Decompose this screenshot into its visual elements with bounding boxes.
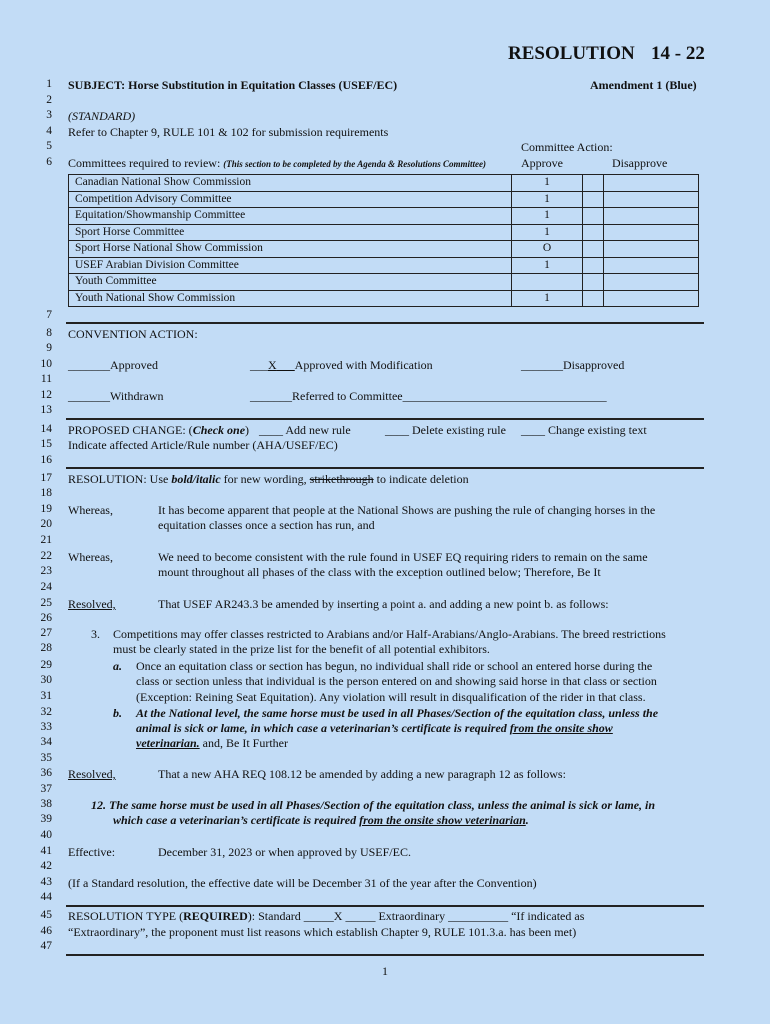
disapproved-option: _______Disapproved bbox=[521, 358, 625, 372]
approved-with-modification-option bbox=[250, 358, 433, 373]
withdrawn-option: _______Withdrawn bbox=[68, 389, 164, 403]
committee-table bbox=[68, 174, 699, 307]
strikethrough-sample: strikethrough bbox=[309, 472, 374, 486]
line-number: 43 bbox=[40, 876, 52, 888]
point-b-line3 bbox=[136, 736, 288, 751]
committee-disapprove-value bbox=[604, 175, 699, 192]
whereas1-line1: It has become apparent that people at the National Shows are pushing the rule of changing horses in the bbox=[158, 503, 656, 517]
line-number: 5 bbox=[46, 140, 52, 152]
proposed-change-label: PROPOSED CHANGE: ( bbox=[68, 423, 193, 437]
committee-blank-cell bbox=[583, 191, 604, 208]
divider bbox=[66, 905, 704, 907]
committee-name: Youth Committee bbox=[69, 274, 512, 291]
resolution-title: RESOLUTION bbox=[508, 43, 635, 64]
line-number: 24 bbox=[40, 581, 52, 593]
subject-line: SUBJECT: Horse Substitution in Equitation Classes (USEF/EC) bbox=[68, 78, 398, 92]
committee-approve-value: 1 bbox=[512, 208, 583, 225]
committee-disapprove-value bbox=[604, 191, 699, 208]
approved-mod-mid: ___ bbox=[276, 358, 295, 372]
committee-disapprove-value bbox=[604, 257, 699, 274]
resolved-label: Resolved, bbox=[68, 767, 116, 781]
committee-name: Youth National Show Commission bbox=[69, 290, 512, 307]
line-number: 12 bbox=[40, 389, 52, 401]
line-number: 14 bbox=[40, 423, 52, 435]
line-number: 46 bbox=[40, 925, 52, 937]
approved-mod-label: Approved with Modification bbox=[294, 358, 433, 372]
line-number: 36 bbox=[40, 767, 52, 779]
whereas1-line2: equitation classes once a section has run, and bbox=[158, 518, 375, 532]
approved-mod-x: X bbox=[268, 358, 277, 372]
point-b-line2-text: animal is sick or lame, in which case a veterinarian’s certificate is required bbox=[136, 721, 510, 735]
committees-required-label: Committees required to review: bbox=[68, 156, 221, 170]
page-number: 1 bbox=[382, 964, 388, 978]
committee-approve-value: 1 bbox=[512, 290, 583, 307]
effective-label: Effective: bbox=[68, 845, 116, 859]
whereas-label: Whereas, bbox=[68, 503, 113, 517]
committee-approve-value: 1 bbox=[512, 257, 583, 274]
divider bbox=[66, 954, 704, 956]
resolution-type-line1 bbox=[68, 909, 584, 924]
whereas2-line1: We need to become consistent with the rule found in USEF EQ requiring riders to remain on the same bbox=[158, 550, 648, 564]
line-number: 44 bbox=[40, 891, 52, 903]
line-number: 16 bbox=[40, 454, 52, 466]
whereas-label: Whereas, bbox=[68, 550, 113, 564]
point-a-line3: (Exception: Reining Seat Equitation). Any violation will result in disqualification of the rider in that class. bbox=[136, 690, 646, 704]
committee-row bbox=[69, 241, 699, 258]
line-number: 1 bbox=[46, 78, 52, 90]
referred-option: _______Referred to Committee__________________________________ bbox=[250, 389, 607, 403]
line-number: 20 bbox=[40, 518, 52, 530]
point-b-line3-text: and, Be It Further bbox=[199, 736, 288, 750]
resolution-instructions bbox=[68, 472, 469, 487]
committee-row bbox=[69, 208, 699, 225]
line-number: 34 bbox=[40, 736, 52, 748]
line-number: 25 bbox=[40, 597, 52, 609]
line-number: 33 bbox=[40, 721, 52, 733]
change-existing-text: ____ Change existing text bbox=[521, 423, 647, 437]
line-number: 6 bbox=[46, 156, 52, 168]
point-3-line2: must be clearly stated in the prize list for the benefit of all potential exhibitors. bbox=[113, 642, 490, 656]
divider bbox=[66, 418, 704, 420]
line-number: 40 bbox=[40, 829, 52, 841]
point-12-line1: 12. The same horse must be used in all Phases/Section of the equitation class, unless the animal is sick or lame, in bbox=[91, 798, 656, 812]
committee-name: Sport Horse National Show Commission bbox=[69, 241, 512, 258]
committee-blank-cell bbox=[583, 290, 604, 307]
line-number: 17 bbox=[40, 472, 52, 484]
resolution-prefix: RESOLUTION: Use bbox=[68, 472, 172, 486]
proposed-close: ) bbox=[245, 423, 250, 437]
point-a-line2: class or section unless that individual is the person entered on and showing said horse in that class or section bbox=[136, 674, 657, 688]
committee-disapprove-value bbox=[604, 208, 699, 225]
divider bbox=[66, 322, 704, 324]
approve-header: Approve bbox=[521, 156, 563, 170]
standard-note: (If a Standard resolution, the effective date will be December 31 of the year after the Convention) bbox=[68, 876, 537, 890]
line-number: 22 bbox=[40, 550, 52, 562]
line-number: 38 bbox=[40, 798, 52, 810]
resolved1-text: That USEF AR243.3 be amended by inserting a point a. and adding a new point b. as follows: bbox=[158, 597, 609, 611]
line-number: 32 bbox=[40, 706, 52, 718]
convention-label: CONVENTION ACTION: bbox=[68, 327, 198, 341]
bolditalic-sample: bold/italic bbox=[171, 472, 221, 486]
line-number: 21 bbox=[40, 534, 52, 546]
line-number: 13 bbox=[40, 404, 52, 416]
line-number: 23 bbox=[40, 565, 52, 577]
point-3-line1: Competitions may offer classes restricted to Arabians and/or Half-Arabians/Anglo-Arabians. The breed restrictions bbox=[113, 627, 666, 641]
committee-row bbox=[69, 274, 699, 291]
effective-date: December 31, 2023 or when approved by USEF/EC. bbox=[158, 845, 411, 859]
committee-disapprove-value bbox=[604, 274, 699, 291]
committee-disapprove-value bbox=[604, 290, 699, 307]
committee-disapprove-value bbox=[604, 241, 699, 258]
committee-action-label: Committee Action: bbox=[521, 140, 613, 154]
resolution-type-line2: “Extraordinary”, the proponent must list reasons which establish Chapter 9, RULE 101.3.a. has been met) bbox=[68, 925, 577, 939]
line-number: 9 bbox=[46, 342, 52, 354]
point-12-line2 bbox=[113, 813, 529, 828]
resolved2-text: That a new AHA REQ 108.12 be amended by adding a new paragraph 12 as follows: bbox=[158, 767, 566, 781]
line-number: 19 bbox=[40, 503, 52, 515]
line-number: 29 bbox=[40, 659, 52, 671]
standard-label: (STANDARD) bbox=[68, 109, 136, 123]
point-b-line3-underlined: veterinarian. bbox=[136, 736, 200, 750]
resolution-type-required: REQUIRED bbox=[183, 909, 248, 923]
point-b-label: b. bbox=[113, 706, 122, 720]
line-number: 39 bbox=[40, 813, 52, 825]
line-number: 10 bbox=[40, 358, 52, 370]
line-number: 2 bbox=[46, 94, 52, 106]
committees-label bbox=[68, 156, 486, 171]
line-number: 3 bbox=[46, 109, 52, 121]
committee-row bbox=[69, 290, 699, 307]
committee-row bbox=[69, 191, 699, 208]
add-new-rule: ____ Add new rule bbox=[259, 423, 351, 437]
line-number: 37 bbox=[40, 783, 52, 795]
line-number: 47 bbox=[40, 940, 52, 952]
resolution-number: 14 - 22 bbox=[651, 43, 705, 64]
point-b-line2-underlined: from the onsite show bbox=[509, 721, 613, 735]
check-one: Check one bbox=[192, 423, 246, 437]
indicate-rule: Indicate affected Article/Rule number (AHA/USEF/EC) bbox=[68, 438, 338, 452]
committee-blank-cell bbox=[583, 274, 604, 291]
line-number: 11 bbox=[40, 373, 52, 385]
committee-blank-cell bbox=[583, 208, 604, 225]
committee-approve-value bbox=[512, 274, 583, 291]
line-number: 15 bbox=[40, 438, 52, 450]
delete-existing-rule: ____ Delete existing rule bbox=[385, 423, 506, 437]
line-number: 30 bbox=[40, 674, 52, 686]
committee-blank-cell bbox=[583, 224, 604, 241]
line-number: 8 bbox=[46, 327, 52, 339]
line-number: 27 bbox=[40, 627, 52, 639]
proposed-change-line bbox=[68, 423, 249, 438]
approved-option: _______Approved bbox=[68, 358, 158, 372]
point-b-line1: At the National level, the same horse must be used in all Phases/Section of the equitation class, unless the bbox=[136, 706, 659, 720]
point-12-line2-end: . bbox=[525, 813, 529, 827]
committee-approve-value: 1 bbox=[512, 191, 583, 208]
line-number: 7 bbox=[46, 309, 52, 321]
committee-row bbox=[69, 175, 699, 192]
committee-blank-cell bbox=[583, 257, 604, 274]
resolution-type-after: ): Standard _____X _____ Extraordinary __________ “If indicated as bbox=[247, 909, 585, 923]
point-12-line2-underlined: from the onsite show veterinarian bbox=[359, 813, 526, 827]
line-number: 4 bbox=[46, 125, 52, 137]
point-b-line2 bbox=[136, 721, 613, 736]
amendment-label: Amendment 1 (Blue) bbox=[590, 78, 697, 92]
point-a-line1: Once an equitation class or section has begun, no individual shall ride or school an entered horse during the bbox=[136, 659, 653, 673]
committees-note: (This section to be completed by the Agenda & Resolutions Committee) bbox=[223, 159, 486, 169]
point-3-number: 3. bbox=[91, 627, 100, 641]
committee-blank-cell bbox=[583, 241, 604, 258]
committee-disapprove-value bbox=[604, 224, 699, 241]
divider bbox=[66, 467, 704, 469]
committee-name: Competition Advisory Committee bbox=[69, 191, 512, 208]
committee-approve-value: 1 bbox=[512, 175, 583, 192]
committee-row bbox=[69, 257, 699, 274]
resolution-suffix: to indicate deletion bbox=[373, 472, 469, 486]
line-number: 45 bbox=[40, 909, 52, 921]
committee-name: USEF Arabian Division Committee bbox=[69, 257, 512, 274]
resolved-label: Resolved, bbox=[68, 597, 116, 611]
resolution-mid: for new wording, bbox=[220, 472, 310, 486]
committee-blank-cell bbox=[583, 175, 604, 192]
line-number: 18 bbox=[40, 487, 52, 499]
line-number: 42 bbox=[40, 860, 52, 872]
line-number: 35 bbox=[40, 752, 52, 764]
committee-name: Sport Horse Committee bbox=[69, 224, 512, 241]
committee-name: Canadian National Show Commission bbox=[69, 175, 512, 192]
point-12-line2-text: which case a veterinarian’s certificate is required bbox=[113, 813, 360, 827]
committee-row bbox=[69, 224, 699, 241]
resolution-type-prefix: RESOLUTION TYPE ( bbox=[68, 909, 184, 923]
whereas2-line2: mount throughout all phases of the class with the exception outlined below; Therefore, Be It bbox=[158, 565, 601, 579]
line-number: 31 bbox=[40, 690, 52, 702]
refer-text: Refer to Chapter 9, RULE 101 & 102 for submission requirements bbox=[68, 125, 389, 139]
line-number: 26 bbox=[40, 612, 52, 624]
line-number: 41 bbox=[40, 845, 52, 857]
point-a-label: a. bbox=[113, 659, 122, 673]
line-number: 28 bbox=[40, 642, 52, 654]
committee-approve-value: O bbox=[512, 241, 583, 258]
committee-name: Equitation/Showmanship Committee bbox=[69, 208, 512, 225]
committee-approve-value: 1 bbox=[512, 224, 583, 241]
approved-mod-prefix: ___ bbox=[250, 358, 268, 372]
disapprove-header: Disapprove bbox=[612, 156, 668, 170]
